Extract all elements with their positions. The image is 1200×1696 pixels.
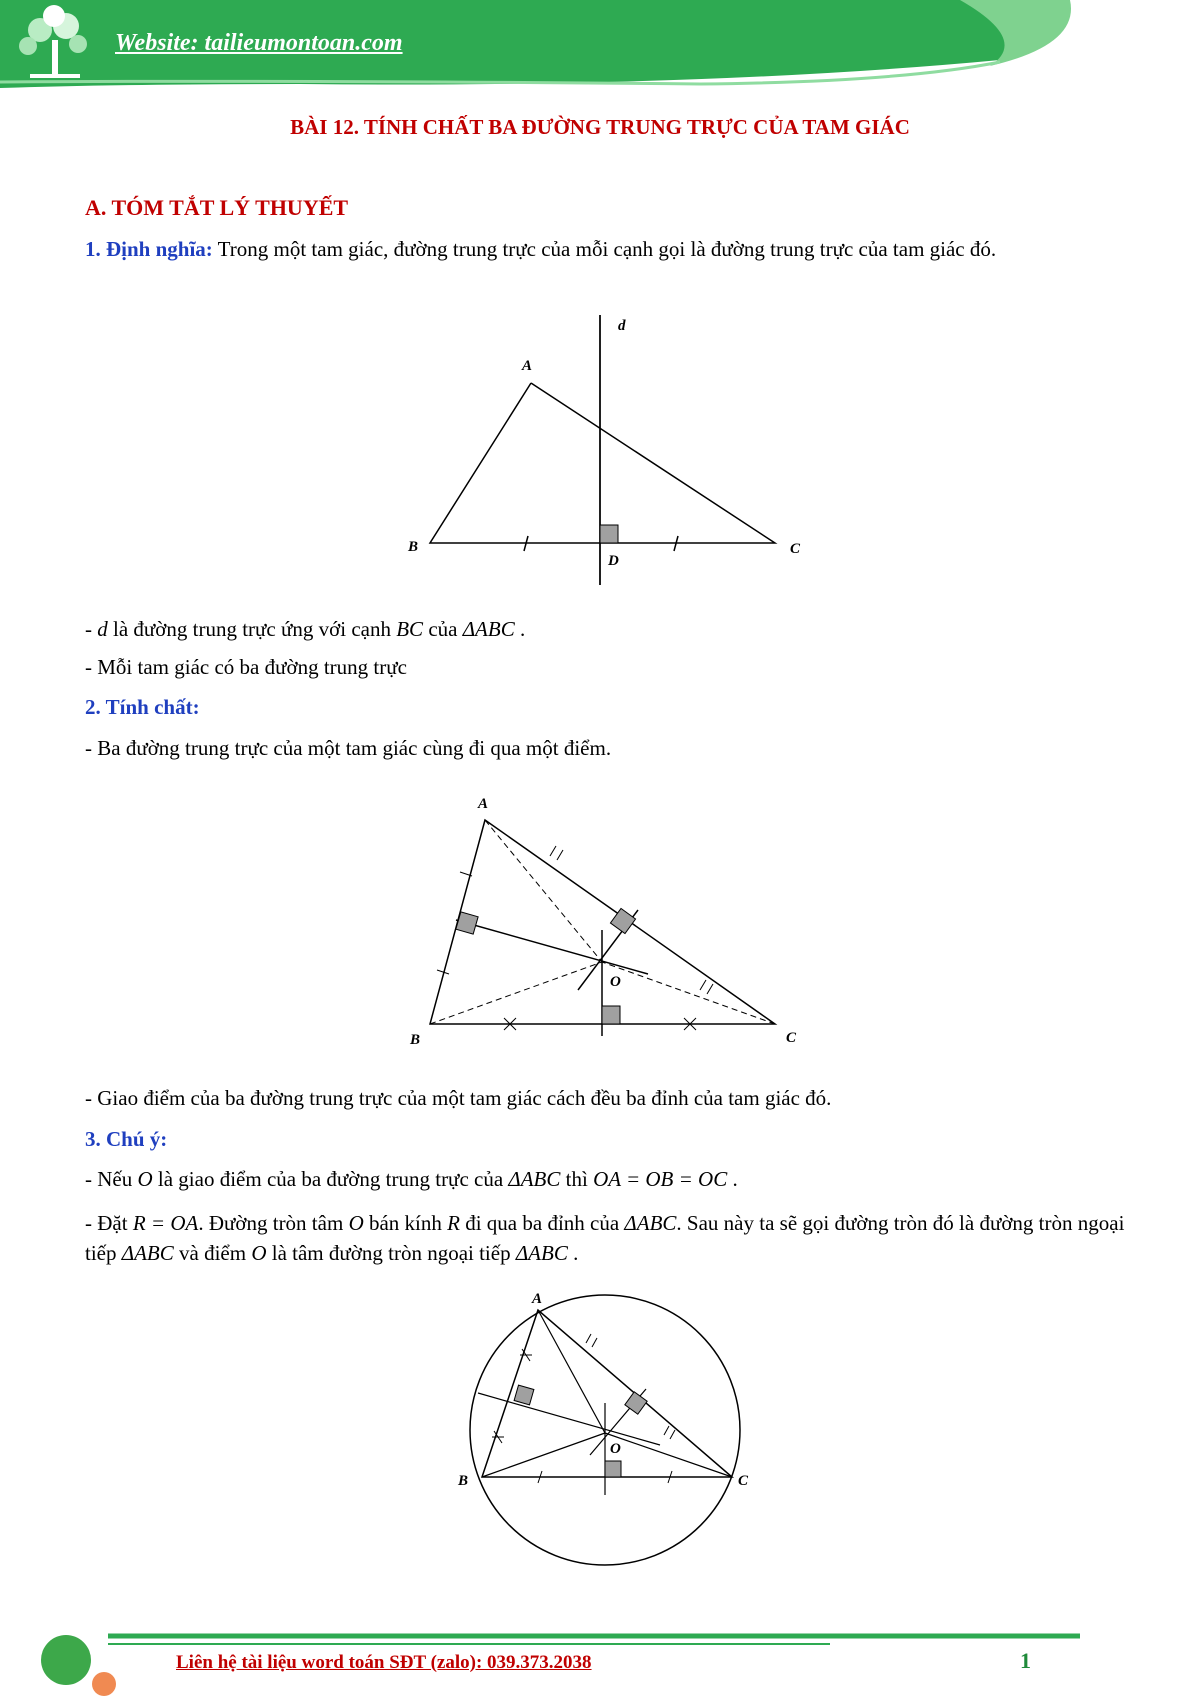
three-bisectors-statement: - Mỗi tam giác có ba đường trung trực	[85, 655, 407, 679]
page-title: BÀI 12. TÍNH CHẤT BA ĐƯỜNG TRUNG TRỰC CỦA TAM GIÁC	[290, 115, 910, 139]
website-link[interactable]: Website: tailieumontoan.com	[115, 30, 403, 56]
footer-contact[interactable]: Liên hệ tài liệu word toán SĐT (zalo): 039.373.2038	[176, 1652, 592, 1673]
definition-label: 1. Định nghĩa:	[85, 237, 213, 261]
fig2-label-b: B	[410, 1032, 421, 1048]
fig2-label-c: C	[786, 1030, 797, 1046]
equidistant-statement: - Giao điểm của ba đường trung trực của một tam giác cách đều ba đỉnh của tam giác đó.	[85, 1086, 832, 1110]
figure-circumscribed-circle	[450, 1285, 760, 1575]
note-heading	[85, 1124, 1125, 1154]
fig3-label-o: O	[610, 1441, 621, 1457]
definition-text: Trong một tam giác, đường trung trực của mỗi cạnh gọi là đường trung trực của tam giác đó.	[217, 237, 997, 261]
property-text: - Ba đường trung trực của một tam giác cùng đi qua một điểm.	[85, 736, 612, 760]
property-label: 2. Tính chất:	[85, 695, 200, 719]
line-d-statement: - d là đường trung trực ứng với cạnh BC của ΔABC .	[85, 617, 526, 641]
fig3-label-b: B	[458, 1473, 469, 1489]
note-label: 3. Chú ý:	[85, 1127, 168, 1151]
fig2-label-a: A	[478, 796, 489, 812]
fig3-label-a: A	[532, 1291, 543, 1307]
definition-paragraph	[85, 234, 1125, 264]
fig2-label-o: O	[610, 974, 621, 990]
figure-concurrent-bisectors	[400, 780, 820, 1060]
green-circle-icon	[41, 1635, 91, 1685]
header-banner	[0, 0, 1200, 92]
fig1-label-a: A	[522, 358, 533, 374]
fig1-label-b: B	[408, 539, 419, 555]
page-number: 1	[1020, 1648, 1031, 1673]
fig1-label-c: C	[790, 541, 801, 557]
fig3-label-c: C	[738, 1473, 749, 1489]
note-1: - Nếu O là giao điểm của ba đường trung trực của ΔABC thì OA = OB = OC .	[85, 1167, 738, 1191]
fig1-label-line-d: d	[618, 318, 626, 334]
property-heading	[85, 692, 1125, 722]
note-2: - Đặt R = OA. Đường tròn tâm O bán kính R đi qua ba đỉnh của ΔABC. Sau này ta sẽ gọi đường tròn đó là đường tròn ngoại tiếp ΔABC và điểm O là tâm đường tròn ngoại tiếp ΔABC .	[85, 1211, 1125, 1265]
fig1-label-d: D	[608, 553, 619, 569]
orange-circle-icon	[92, 1672, 116, 1696]
figure-perpendicular-bisector	[390, 315, 810, 590]
section-heading-a: A. TÓM TẮT LÝ THUYẾT	[85, 195, 349, 220]
